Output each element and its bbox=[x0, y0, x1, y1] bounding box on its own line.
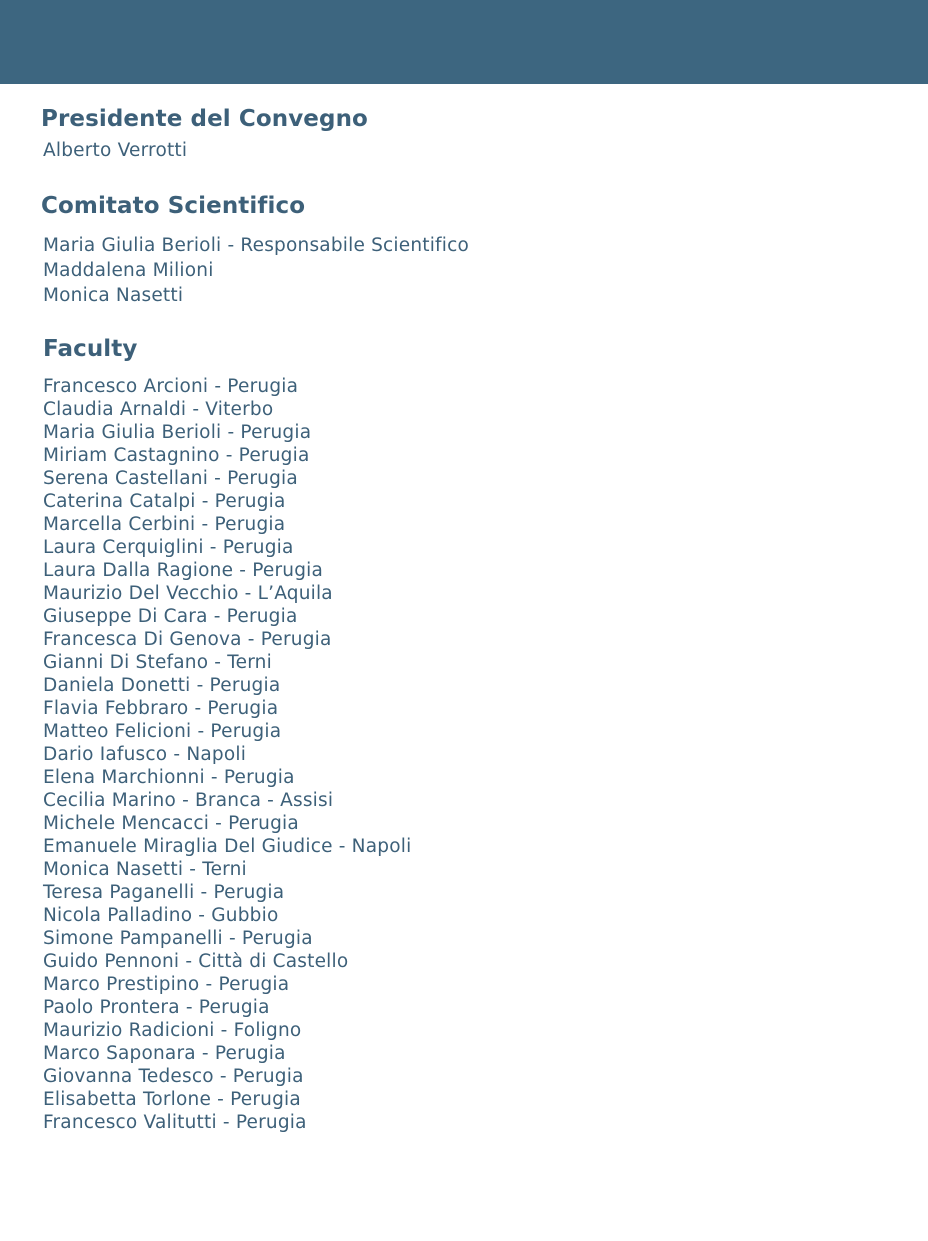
list-item: Elisabetta Torlone - Perugia bbox=[43, 1089, 301, 1110]
list-item: Emanuele Miraglia Del Giudice - Napoli bbox=[43, 836, 412, 857]
list-item: Monica Nasetti - Terni bbox=[43, 859, 247, 880]
list-item: Flavia Febbraro - Perugia bbox=[43, 698, 279, 719]
list-item: Gianni Di Stefano - Terni bbox=[43, 652, 272, 673]
president-heading: Presidente del Convegno bbox=[41, 106, 368, 132]
list-item: Marco Saponara - Perugia bbox=[43, 1043, 286, 1064]
list-item: Laura Cerquiglini - Perugia bbox=[43, 537, 294, 558]
list-item: Serena Castellani - Perugia bbox=[43, 468, 298, 489]
list-item: Miriam Castagnino - Perugia bbox=[43, 445, 310, 466]
list-item: Caterina Catalpi - Perugia bbox=[43, 491, 286, 512]
list-item: Matteo Felicioni - Perugia bbox=[43, 721, 282, 742]
president-name: Alberto Verrotti bbox=[43, 140, 188, 161]
list-item: Giuseppe Di Cara - Perugia bbox=[43, 606, 298, 627]
list-item: Nicola Palladino - Gubbio bbox=[43, 905, 279, 926]
list-item: Monica Nasetti bbox=[43, 285, 184, 306]
list-item: Marcella Cerbini - Perugia bbox=[43, 514, 286, 535]
list-item: Giovanna Tedesco - Perugia bbox=[43, 1066, 304, 1087]
header-band bbox=[0, 0, 928, 84]
faculty-list bbox=[43, 375, 411, 1134]
list-item: Cecilia Marino - Branca - Assisi bbox=[43, 790, 334, 811]
list-item: Marco Prestipino - Perugia bbox=[43, 974, 290, 995]
list-item: Dario Iafusco - Napoli bbox=[43, 744, 247, 765]
scientific-committee-heading: Comitato Scientifico bbox=[41, 193, 306, 219]
list-item: Teresa Paganelli - Perugia bbox=[43, 882, 285, 903]
list-item: Elena Marchionni - Perugia bbox=[43, 767, 295, 788]
list-item: Paolo Prontera - Perugia bbox=[43, 997, 270, 1018]
list-item: Simone Pampanelli - Perugia bbox=[43, 928, 313, 949]
list-item: Maurizio Del Vecchio - L’Aquila bbox=[43, 583, 333, 604]
scientific-committee-list bbox=[43, 233, 469, 308]
list-item: Maria Giulia Berioli - Responsabile Scientifico bbox=[43, 235, 470, 256]
list-item: Maria Giulia Berioli - Perugia bbox=[43, 422, 312, 443]
list-item: Michele Mencacci - Perugia bbox=[43, 813, 299, 834]
list-item: Laura Dalla Ragione - Perugia bbox=[43, 560, 324, 581]
list-item: Guido Pennoni - Città di Castello bbox=[43, 951, 349, 972]
list-item: Maurizio Radicioni - Foligno bbox=[43, 1020, 302, 1041]
list-item: Daniela Donetti - Perugia bbox=[43, 675, 281, 696]
list-item: Francesco Arcioni - Perugia bbox=[43, 376, 299, 397]
list-item: Maddalena Milioni bbox=[43, 260, 214, 281]
faculty-heading: Faculty bbox=[43, 336, 138, 362]
list-item: Claudia Arnaldi - Viterbo bbox=[43, 399, 274, 420]
list-item: Francesca Di Genova - Perugia bbox=[43, 629, 332, 650]
list-item: Francesco Valitutti - Perugia bbox=[43, 1112, 307, 1133]
